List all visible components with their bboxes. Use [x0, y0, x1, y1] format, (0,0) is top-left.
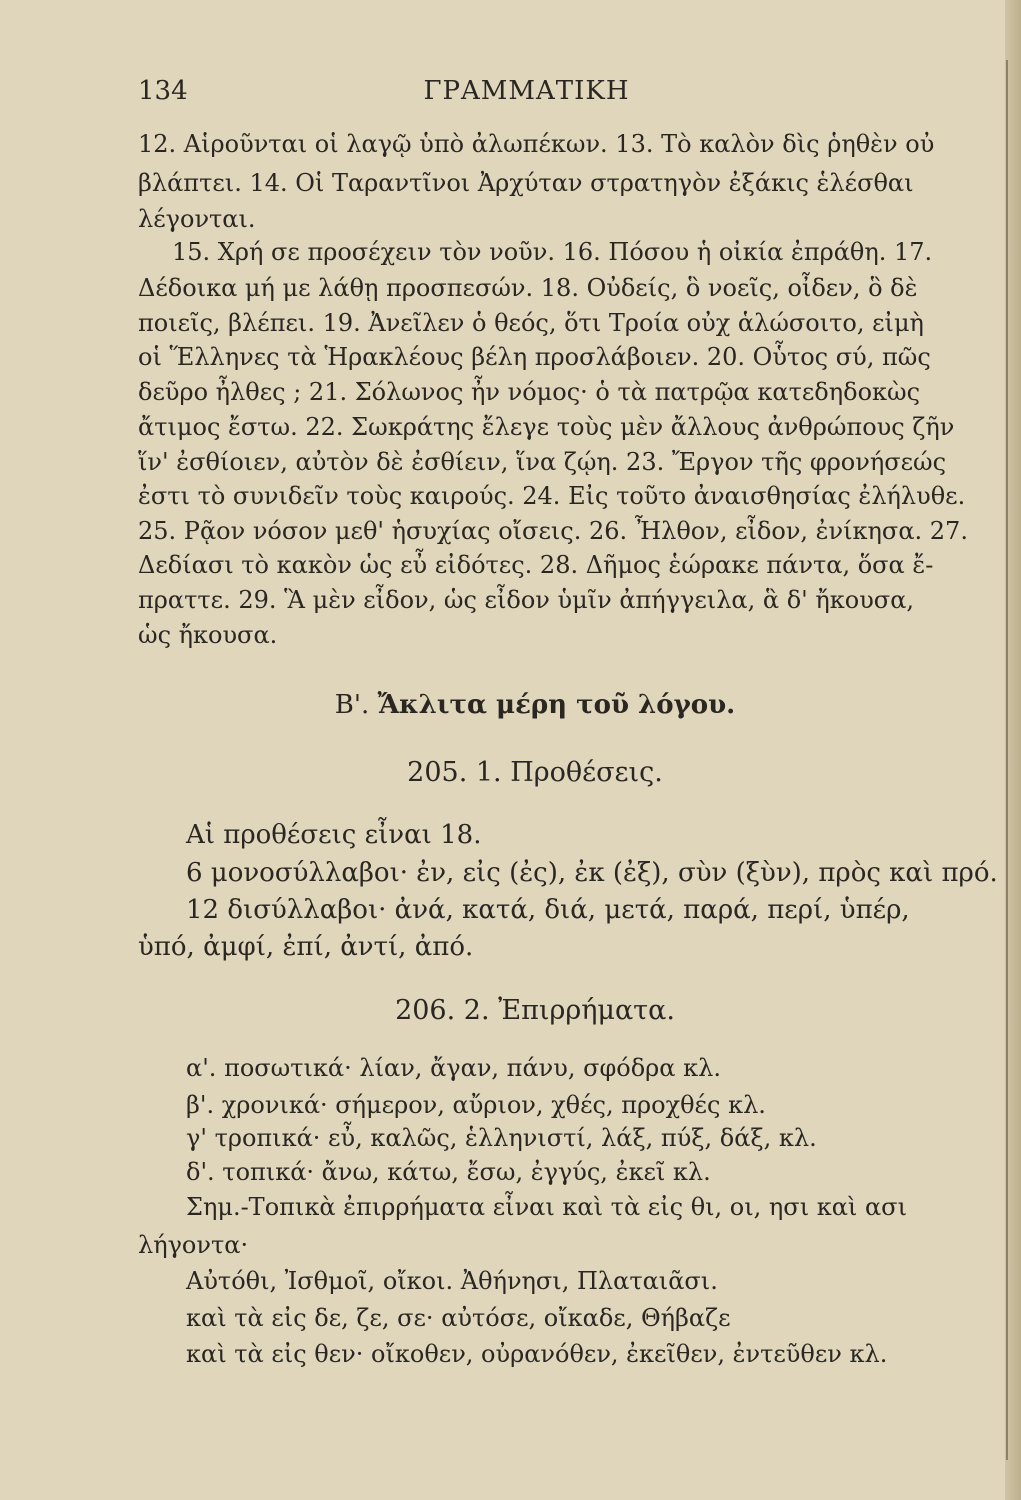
exercise-line: βλάπτει. 14. Οἱ Ταραντῖνοι Ἀρχύταν στρατηγὸν ἐξάκις ἑλέσθαι [138, 169, 914, 197]
page-number: 134 [138, 76, 188, 106]
prepositions-heading: 205. 1. Προθέσεις. [407, 757, 663, 788]
exercise-line: ὡς ἤκουσα. [138, 621, 278, 649]
margin-rule [1006, 60, 1008, 1460]
exercise-line: δεῦρο ἦλθες ; 21. Σόλωνος ἦν νόμος· ὁ τὰ πατρῷα κατεδηδοκὼς [138, 378, 921, 406]
prepositions-line: ὑπό, ἀμφί, ἐπί, ἀντί, ἀπό. [138, 932, 474, 962]
section-number: Β'. [334, 690, 370, 720]
exercise-line: ἄτιμος ἔστω. 22. Σωκράτης ἔλεγε τοὺς μὲν ἄλλους ἀνθρώπους ζῆν [138, 413, 955, 441]
exercise-line: οἱ Ἕλληνες τὰ Ἡρακλέους βέλη προσλάβοιεν. 20. Οὗτος σύ, πῶς [138, 343, 931, 371]
prepositions-line: 12 δισύλλαβοι· ἀνά, κατά, διά, μετά, παρά, περί, ὑπέρ, [186, 895, 910, 925]
adverbs-heading: 206. 2. Ἐπιρρήματα. [395, 995, 675, 1026]
exercise-line: 25. Ρᾷον νόσον μεθ' ἡσυχίας οἴσεις. 26. Ἦλθον, εἶδον, ἐνίκησα. 27. [138, 517, 968, 545]
adverbs-line: καὶ τὰ εἰς θεν· οἴκοθεν, οὐρανόθεν, ἐκεῖθεν, ἐντεῦθεν κλ. [186, 1340, 888, 1368]
running-title: ΓΡΑΜΜΑΤΙΚΗ [423, 76, 630, 106]
exercise-line: Δέδοικα μή με λάθῃ προσπεσών. 18. Οὐδείς, ὃ νοεῖς, οἶδεν, ὃ δὲ [138, 274, 918, 302]
prepositions-line: 6 μονοσύλλαβοι· ἐν, εἰς (ἐς), ἐκ (ἐξ), σὺν (ξὺν), πρὸς καὶ πρό. [186, 858, 998, 888]
adverbs-line: α'. ποσωτικά· λίαν, ἄγαν, πάνυ, σφόδρα κλ. [186, 1054, 721, 1082]
exercise-line: ἐστι τὸ συνιδεῖν τοὺς καιρούς. 24. Εἰς τοῦτο ἀναισθησίας ἐλήλυθε. [138, 482, 966, 510]
exercise-line: Δεδίασι τὸ κακὸν ὡς εὖ εἰδότες. 28. Δῆμος ἑώρακε πάντα, ὅσα ἔ- [138, 551, 934, 579]
section-heading: Ἄκλιτα μέρη τοῦ λόγου. [377, 690, 736, 720]
adverbs-line: λήγοντα· [138, 1231, 249, 1259]
exercise-line: 12. Αἱροῦνται οἱ λαγῷ ὑπὸ ἀλωπέκων. 13. Τὸ καλὸν δὶς ῥηθὲν οὐ [138, 130, 935, 158]
adverbs-line: Αὐτόθι, Ἰσθμοῖ, οἴκοι. Ἀθήνησι, Πλαταιᾶσι. [186, 1267, 718, 1295]
adverbs-line: δ'. τοπικά· ἄνω, κάτω, ἔσω, ἐγγύς, ἐκεῖ κλ. [186, 1158, 711, 1186]
page-header [138, 76, 915, 112]
exercise-line: ἵν' ἐσθίοιεν, αὐτὸν δὲ ἐσθίειν, ἵνα ζῴη. 23. Ἔργον τῆς φρονήσεώς [138, 448, 947, 476]
exercise-line: λέγονται. [138, 205, 256, 233]
adverbs-line: καὶ τὰ εἰς δε, ζε, σε· αὐτόσε, οἴκαδε, Θήβαζε [186, 1304, 731, 1332]
adverbs-line: β'. χρονικά· σήμερον, αὔριον, χθές, προχθές κλ. [186, 1091, 766, 1119]
exercise-line: 15. Χρή σε προσέχειν τὸν νοῦν. 16. Πόσου ἡ οἰκία ἐπράθη. 17. [172, 238, 933, 266]
exercise-line: πραττε. 29. Ἃ μὲν εἶδον, ὡς εἶδον ὑμῖν ἀπήγγειλα, ἃ δ' ἤκουσα, [138, 586, 915, 614]
adverbs-line: Σημ.-Τοπικὰ ἐπιρρήματα εἶναι καὶ τὰ εἰς θι, οι, ησι καὶ ασι [186, 1193, 907, 1221]
exercise-line: ποιεῖς, βλέπει. 19. Ἀνεῖλεν ὁ θεός, ὅτι Τροία οὐχ ἁλώσοιτο, εἰμὴ [138, 309, 924, 337]
section-title [140, 690, 930, 720]
adverbs-line: γ' τροπικά· εὖ, καλῶς, ἑλληνιστί, λάξ, πύξ, δάξ, κλ. [186, 1124, 817, 1152]
prepositions-line: Αἱ προθέσεις εἶναι 18. [186, 820, 482, 850]
